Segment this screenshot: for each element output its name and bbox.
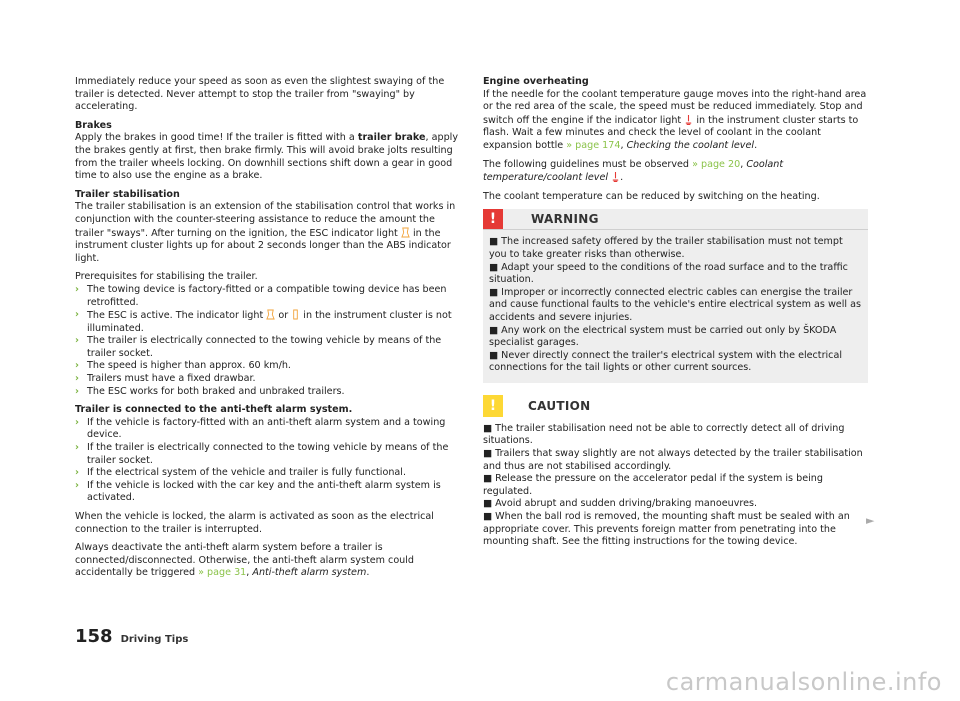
list-item-text: or [278, 310, 289, 322]
brakes-text-bold: trailer brake [357, 132, 426, 144]
list-item-text: If the vehicle is factory-fitted with an anti-theft alarm system and a towing device. [87, 416, 446, 441]
warning-title: WARNING [531, 212, 599, 227]
esc-indicator-icon [401, 227, 410, 238]
list-item-text: The trailer is electrically connected to the towing vehicle by means of the trailer socket. [87, 335, 442, 359]
chevron-icon: › [75, 467, 79, 479]
stabilisation-text: The trailer stabilisation is an extension of the stabilisation control that works in conjunction with the counter-steering assistance to reduce the amount the trailer "sways". After turning on the ignition, the ESC indicator light [75, 201, 456, 239]
deactivate-paragraph [75, 542, 463, 580]
stabilisation-heading: Trailer stabilisation [75, 188, 180, 200]
guidelines-paragraph [483, 159, 868, 185]
intro-paragraph: Immediately reduce your speed as soon as even the slightest swaying of the trailer is detected. Never attempt to stop the trailer from "swaying" by accelerating. [75, 76, 445, 113]
separator: , [620, 139, 627, 151]
warning-box [483, 209, 868, 383]
warning-item [489, 350, 862, 375]
caution-icon: ! [483, 395, 503, 417]
anti-theft-reference: Anti-theft alarm system [252, 567, 367, 579]
warning-item-text: Any work on the electrical system must be carried out only by ŠKODA specialist garages. [489, 324, 837, 349]
square-bullet-icon: ■ [489, 349, 499, 361]
square-bullet-icon: ■ [483, 448, 493, 460]
watermark: carmanualsonline.info [665, 668, 942, 696]
overheating-heading: Engine overheating [483, 76, 589, 87]
list-item-text: If the trailer is electrically connected to the towing vehicle by means of the trailer socket. [87, 442, 449, 466]
list-item [75, 417, 463, 442]
section-title: Driving Tips [120, 634, 189, 645]
alarm-note: When the vehicle is locked, the alarm is activated as soon as the electrical connection to the trailer is interrupted. [75, 511, 434, 535]
warning-item [489, 236, 862, 261]
warning-item-text: Adapt your speed to the conditions of the road surface and to the traffic situation. [489, 261, 848, 286]
stabilisation-section [75, 189, 463, 266]
list-item [75, 284, 463, 309]
list-item [75, 467, 463, 480]
chevron-icon: › [75, 479, 79, 491]
chevron-icon: › [75, 373, 79, 385]
square-bullet-icon: ■ [489, 324, 499, 336]
brakes-text-post: , apply the brakes gently at first, then brake firmly. This will avoid brake jolts resulting from the trailer wheels locking. On downhill sections shift down a gear in good time to also use the engine as a brake. [75, 132, 459, 182]
square-bullet-icon: ■ [483, 422, 493, 434]
warning-item-text: The increased safety offered by the trailer stabilisation must not tempt you to take greater risks than otherwise. [489, 236, 843, 260]
overheating-text: If the needle for the coolant temperature gauge moves into the right-hand area or the red area of the scale, the speed must be reduced immediately. Stop and switch off the engine if the indicator light [483, 88, 867, 126]
list-item-text: The towing device is factory-fitted or a compatible towing device has been retrofitted. [87, 283, 447, 308]
period: . [366, 567, 370, 579]
deactivate-text: Always deactivate the anti-theft alarm system before a trailer is connected/disconnected. Otherwise, the anti-theft alarm system could accidentally be triggered [75, 542, 415, 579]
warning-item [489, 262, 862, 287]
list-item-text: If the vehicle is locked with the car key and the anti-theft alarm system is activated. [87, 479, 441, 504]
chevron-icon: › [75, 385, 79, 397]
square-bullet-icon: ■ [483, 473, 493, 485]
caution-body [483, 423, 868, 549]
list-item [75, 480, 463, 505]
prerequisites-list [75, 284, 463, 398]
caution-item-text: The trailer stabilisation need not be able to correctly detect all of driving situations. [483, 422, 845, 447]
separator: , [246, 567, 253, 579]
caution-item [483, 498, 868, 511]
caution-item-text: When the ball rod is removed, the mounting shaft must be sealed with an appropriate cover. This prevents foreign matter from penetrating into the mounting shaft. See the fitting instructions for the towing device. [483, 511, 850, 548]
coolant-indicator-icon [611, 171, 620, 182]
period: . [754, 139, 758, 151]
overheating-text-2: in the instrument cluster starts to flash. Wait a few minutes and check the level of coolant in the coolant expansion bottle [483, 114, 859, 151]
warning-item [489, 287, 862, 325]
warning-body [483, 230, 868, 375]
chevron-icon: › [75, 335, 79, 347]
brakes-text-pre: Apply the brakes in good time! If the trailer is fitted with a [75, 132, 358, 144]
left-column [75, 76, 463, 586]
continue-arrow-icon: ► [866, 514, 875, 527]
page-footer [75, 626, 188, 647]
square-bullet-icon: ■ [489, 261, 499, 273]
chevron-icon: › [75, 283, 79, 295]
list-item [75, 309, 463, 335]
list-item [75, 335, 463, 360]
caution-item [483, 511, 868, 549]
chevron-icon: › [75, 442, 79, 454]
coolant-indicator-icon [684, 114, 693, 125]
warning-icon: ! [483, 209, 503, 229]
reduce-temperature-text: The coolant temperature can be reduced by switching on the heating. [483, 190, 820, 202]
caution-title: CAUTION [528, 398, 591, 413]
caution-item-text: Trailers that sway slightly are not always detected by the trailer stabilisation and thus are not stabilised accordingly. [483, 448, 863, 472]
prerequisites-heading: Prerequisites for stabilising the trailer. [75, 271, 258, 283]
coolant-level-reference: Coolant temperature/coolant level [483, 158, 784, 184]
caution-item [483, 473, 868, 498]
caution-item [483, 448, 868, 473]
chevron-icon: › [75, 360, 79, 372]
warning-header [483, 209, 868, 230]
list-item [75, 442, 463, 467]
caution-item-text: Release the pressure on the accelerator pedal if the system is being regulated. [483, 473, 823, 497]
list-item [75, 373, 463, 386]
warning-item-text: Never directly connect the trailer's electrical system with the electrical connections for the tail lights or other current sources. [489, 349, 842, 374]
brakes-heading: Brakes [75, 119, 112, 131]
caution-item-text: Avoid abrupt and sudden driving/braking manoeuvres. [495, 498, 758, 510]
square-bullet-icon: ■ [489, 286, 499, 298]
separator: , [740, 158, 747, 170]
list-item-text: Trailers must have a fixed drawbar. [87, 373, 256, 385]
guidelines-text: The following guidelines must be observed [483, 158, 693, 170]
page-174-link[interactable]: » page 174 [566, 139, 621, 151]
period: . [620, 172, 624, 184]
list-item-text: If the electrical system of the vehicle and trailer is fully functional. [87, 467, 407, 479]
chevron-icon: › [75, 416, 79, 428]
esc-off-indicator-icon [291, 309, 300, 320]
list-item-text: The ESC is active. The indicator light [87, 310, 264, 322]
list-item-text: The speed is higher than approx. 60 km/h. [87, 360, 291, 372]
alarm-heading: Trailer is connected to the anti-theft alarm system. [75, 404, 353, 416]
warning-item [489, 325, 862, 350]
page-20-link[interactable]: » page 20 [692, 158, 741, 170]
brakes-section [75, 120, 463, 183]
stabilisation-text-2: in the instrument cluster lights up for about 2 seconds longer than the ABS indicator light. [75, 227, 451, 264]
list-item-text: in the instrument cluster is not illuminated. [87, 310, 452, 334]
caution-header [483, 395, 868, 417]
coolant-check-reference: Checking the coolant level [626, 139, 755, 151]
overheating-section [483, 76, 868, 153]
warning-item-text: Improper or incorrectly connected electric cables can energise the trailer and cause functional faults to the vehicle's entire electrical system as well as accidents and severe injuries. [489, 286, 861, 323]
square-bullet-icon: ■ [483, 511, 493, 523]
page-number: 158 [75, 626, 113, 647]
chevron-icon: › [75, 309, 79, 321]
square-bullet-icon: ■ [483, 498, 493, 510]
square-bullet-icon: ■ [489, 236, 499, 248]
caution-item [483, 423, 868, 448]
list-item [75, 360, 463, 373]
list-item [75, 386, 463, 399]
alarm-list [75, 417, 463, 505]
right-column [483, 76, 868, 549]
page-31-link[interactable]: » page 31 [198, 567, 247, 579]
esc-indicator-icon [266, 309, 275, 320]
list-item-text: The ESC works for both braked and unbraked trailers. [87, 385, 345, 397]
